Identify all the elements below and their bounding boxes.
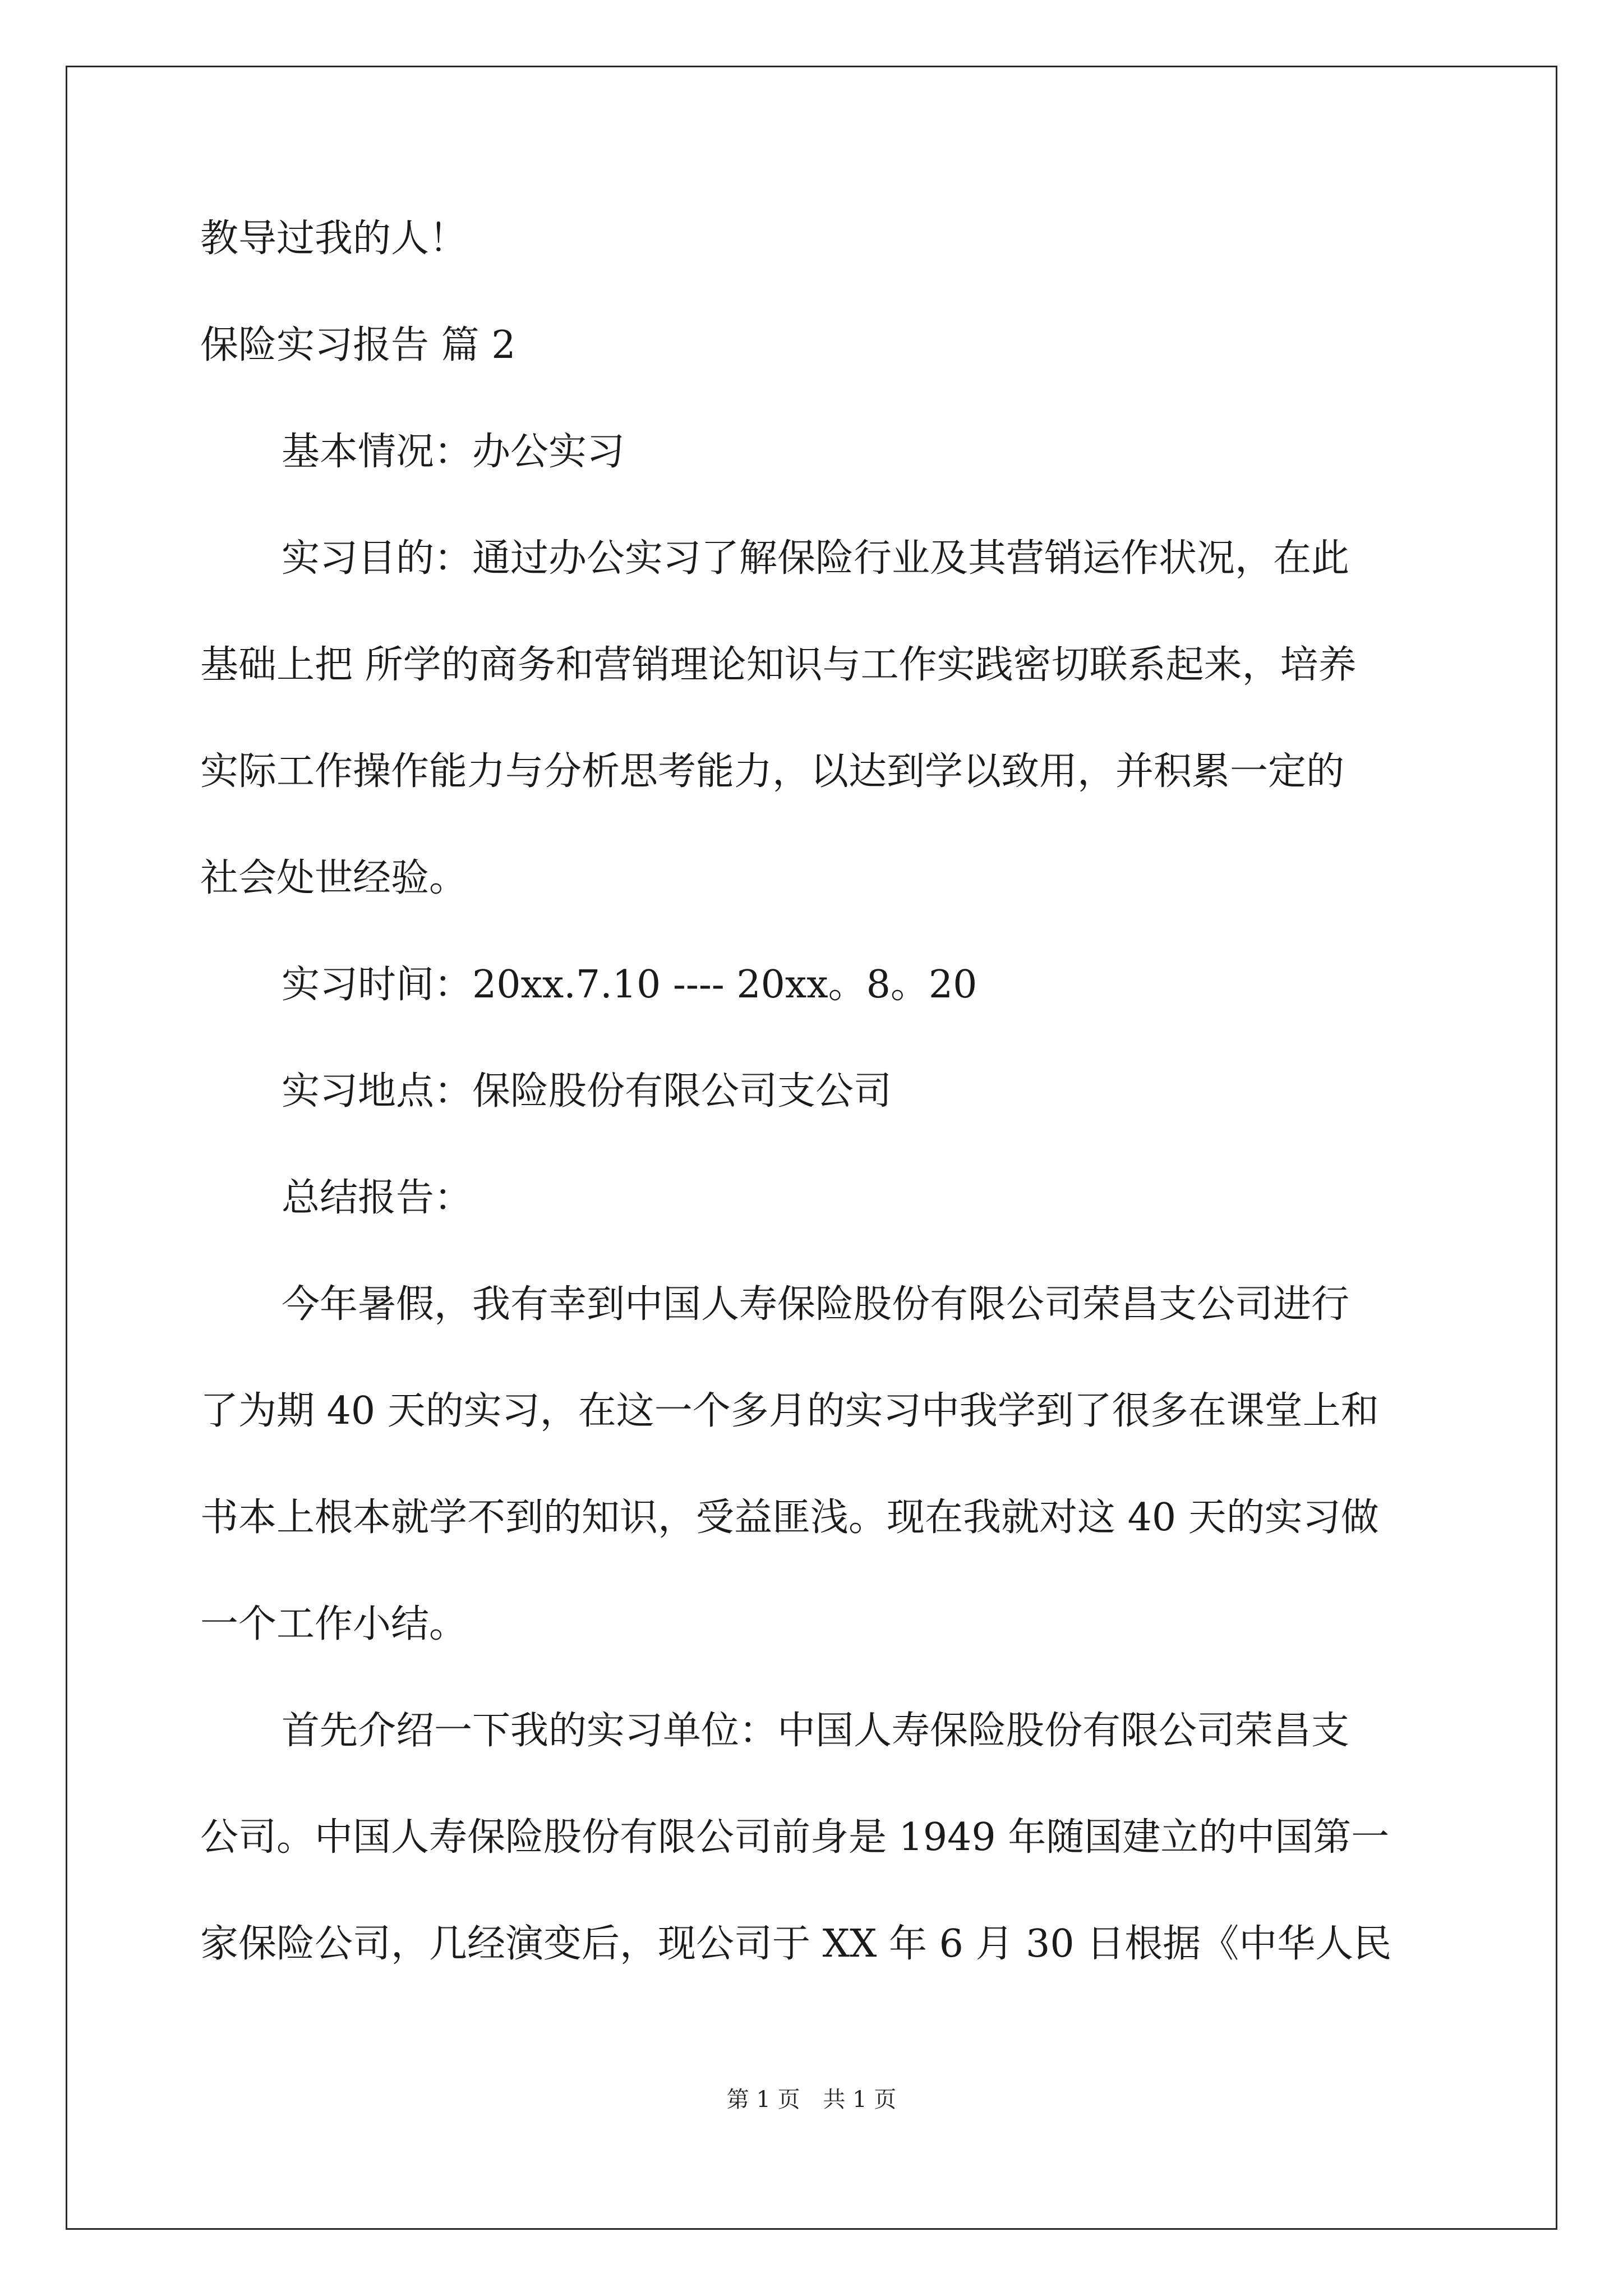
text-line: 总结报告：: [282, 1176, 473, 1220]
text-line: 教导过我的人！: [200, 217, 468, 261]
page-number: 第 1 页: [726, 2087, 800, 2113]
text-line: 基本情况：办公实习: [282, 430, 625, 474]
text-line: 实习地点：保险股份有限公司支公司: [282, 1069, 892, 1114]
text-line: 公司。中国人寿保险股份有限公司前身是 1949 年随国建立的中国第一: [200, 1815, 1390, 1860]
section-heading: 保险实习报告 篇 2: [200, 323, 516, 367]
page-total: 共 1 页: [823, 2087, 897, 2113]
text-line: 今年暑假，我有幸到中国人寿保险股份有限公司荣昌支公司进行: [282, 1282, 1350, 1327]
page-footer: [0, 2086, 1623, 2114]
text-line: 实习目的：通过办公实习了解保险行业及其营销运作状况，在此: [282, 536, 1350, 581]
text-line: 首先介绍一下我的实习单位：中国人寿保险股份有限公司荣昌支: [282, 1709, 1350, 1753]
text-line: 书本上根本就学不到的知识，受益匪浅。现在我就对这 40 天的实习做: [200, 1496, 1379, 1540]
text-line: 一个工作小结。: [200, 1602, 468, 1646]
text-line: 实习时间：20xx.7.10 ---- 20xx。8。20: [282, 963, 978, 1007]
text-line: 实际工作操作能力与分析思考能力，以达到学以致用，并积累一定的: [200, 749, 1345, 794]
document-body: [200, 212, 1426, 1971]
text-line: 社会处世经验。: [200, 856, 468, 900]
text-line: 家保险公司，几经演变后，现公司于 XX 年 6 月 30 日根据《中华人民: [200, 1922, 1392, 1966]
text-line: 了为期 40 天的实习，在这一个多月的实习中我学到了很多在课堂上和: [200, 1389, 1379, 1433]
text-line: 基础上把 所学的商务和营销理论知识与工作实践密切联系起来，培养: [200, 643, 1357, 687]
